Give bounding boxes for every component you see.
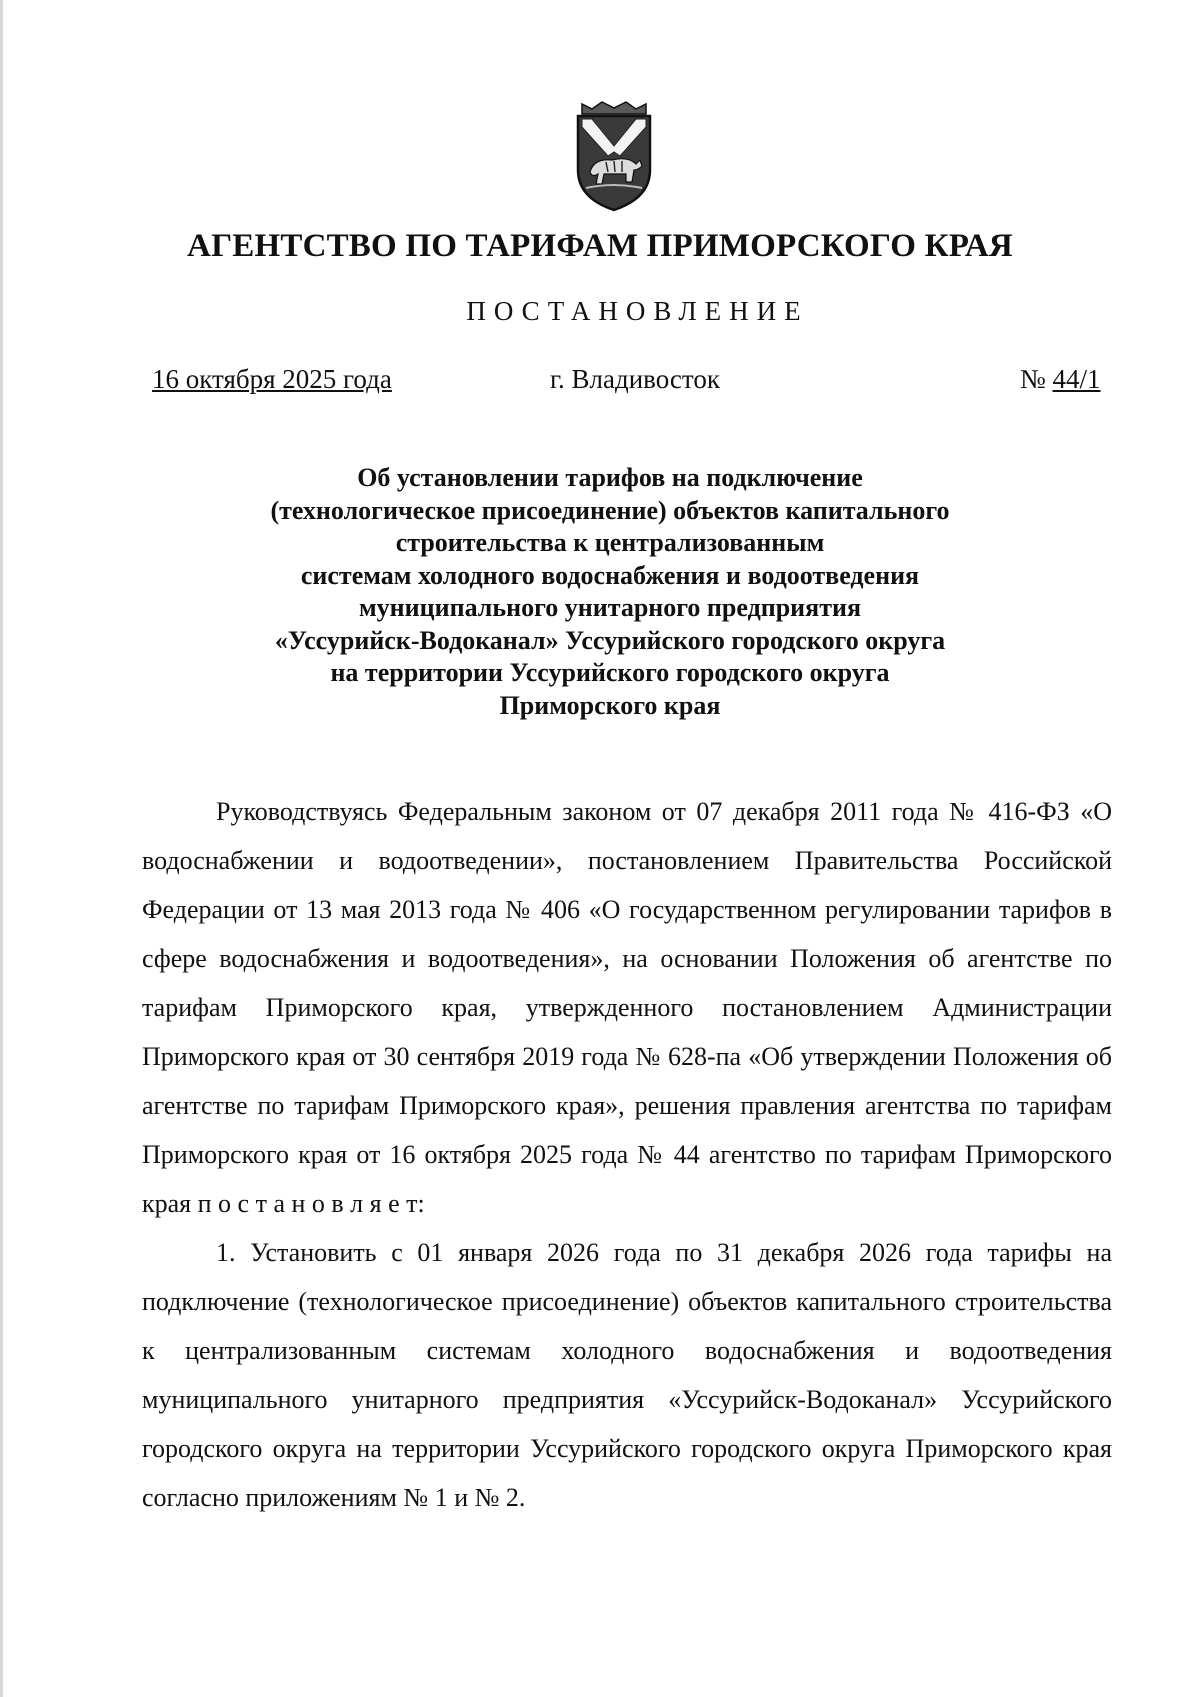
document-title [200,462,1020,722]
title-line: строительства к централизованным [395,528,825,557]
title-line: муниципального унитарного предприятия [358,593,862,622]
title-line: системам холодного водоснабжения и водоотведения [300,560,920,590]
document-number-prefix: № [1020,364,1053,394]
document-city: г. Владивосток [550,364,720,394]
document-type: ПОСТАНОВЛЕНИЕ [466,296,809,326]
document-date: 16 октября 2025 года [152,364,392,394]
document-number [1020,364,1101,395]
document-number-value: 44/1 [1052,364,1101,394]
title-line: на территории Уссурийского городского округа [330,658,890,687]
title-line: (технологическое присоединение) объектов капитального [270,495,950,525]
agency-name: АГЕНТСТВО ПО ТАРИФАМ ПРИМОРСКОГО КРАЯ [187,228,1013,264]
coat-of-arms-icon [568,100,660,212]
document-body [142,787,1112,1522]
title-line: Приморского края [499,690,721,720]
body-paragraph-preamble: Руководствуясь Федеральным законом от 07 декабря 2011 года № 416-ФЗ «О водоснабжении и водоотведении», постановлением Правительства Российской Федерации от 13 мая 2013 года № 406 «О государственном регулировании тарифов в сфере водоснабжения и водоотведения», на основании Положения об агентстве по тарифам Приморского края, утвержденного постановлением Администрации Приморского края от 30 сентября 2019 года № 628-па «Об утверждении Положения об агентстве по тарифам Приморского края», решения правления агентства по тарифам Приморского края от 16 октября 2025 года № 44 агентство по тарифам Приморского края п о с т а н о в л я е т: [142,797,1112,1218]
body-paragraph-clause-1: 1. Установить с 01 января 2026 года по 31 декабря 2026 года тарифы на подключение (технологическое присоединение) объектов капитального строительства к централизованным системам холодного водоснабжения и водоотведения муниципального унитарного предприятия «Уссурийск-Водоканал» Уссурийского городского округа на территории Уссурийского городского округа Приморского края согласно приложениям № 1 и № 2. [142,1238,1112,1512]
title-line: Об установлении тарифов на подключение [357,463,863,492]
title-line: «Уссурийск-Водоканал» Уссурийского городского округа [274,625,946,655]
